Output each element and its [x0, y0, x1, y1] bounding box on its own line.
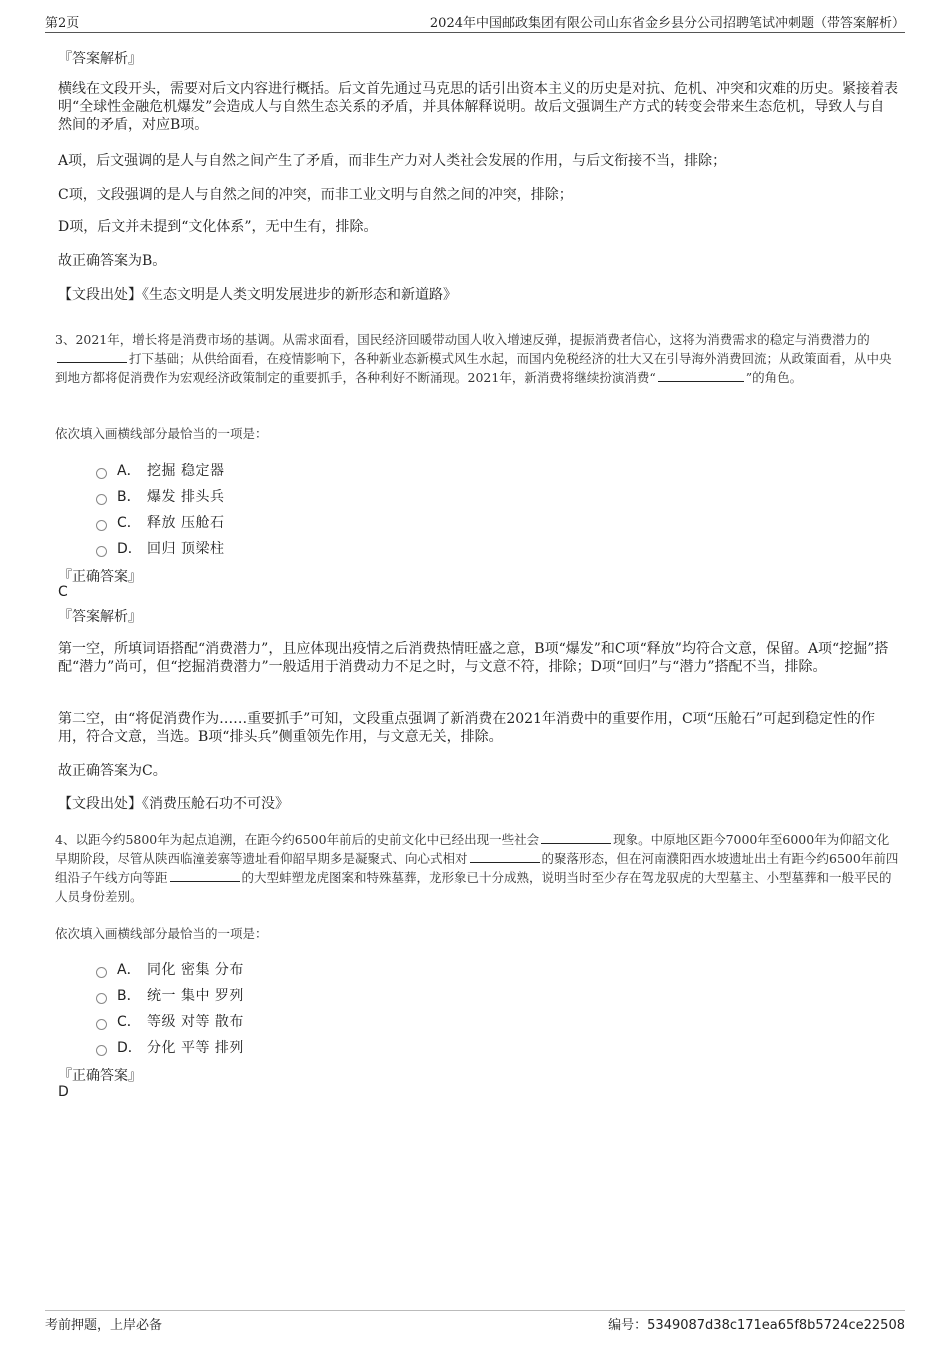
q3-prompt: 依次填入画横线部分最恰当的一项是： [55, 426, 268, 441]
option-letter: B． [117, 988, 141, 1004]
q3-option-d[interactable] [96, 538, 224, 558]
q3-blank-1 [57, 350, 127, 363]
q4-prompt: 依次填入画横线部分最恰当的一项是： [55, 926, 268, 941]
radio-icon[interactable] [96, 494, 107, 505]
q2-analysis-p2: A项，后文强调的是人与自然之间产生了矛盾，而非生产力对人类社会发展的作用，与后文衔接不当，排除； [58, 153, 727, 169]
q2-analysis-label: 『答案解析』 [58, 51, 142, 67]
q3-blank-2 [658, 369, 744, 382]
page-footer [45, 1310, 905, 1336]
q3-source: 【文段出处】《消费压舱石功不可没》 [58, 796, 289, 812]
q4-stem-part-d: 的大型蚌塑龙虎图案和特殊墓葬，龙形象已十分成熟，说明当时至少存在驾龙驭虎的大型墓主、小型墓葬和一般平民的人员身份差别。 [55, 870, 892, 904]
q3-stem-part-a: 3、2021年，增长将是消费市场的基调。从需求面看，国民经济回暖带动国人收入增速反弹，提振消费者信心，这将为消费需求的稳定与消费潜力的 [55, 332, 870, 347]
option-letter: A． [117, 463, 141, 479]
q3-analysis-label: 『答案解析』 [58, 609, 142, 625]
document-id-label: 编号： [608, 1318, 648, 1333]
q4-stem-part-a: 4、以距今约5800年为起点追溯，在距今约6500年前后的史前文化中已经出现一些社会 [55, 832, 540, 847]
footer-slogan: 考前押题，上岸必备 [45, 1318, 163, 1333]
page-number: 第2页 [45, 16, 80, 31]
q3-correct-answer: C [58, 584, 68, 600]
q3-stem-part-c: ”的角色。 [745, 370, 803, 385]
q4-option-c[interactable] [96, 1011, 244, 1031]
radio-icon[interactable] [96, 546, 107, 557]
radio-icon[interactable] [96, 1045, 107, 1056]
document-id [608, 1314, 905, 1336]
q2-analysis-p4: D项，后文并未提到“文化体系”，无中生有，排除。 [58, 219, 378, 235]
option-text: 分化 平等 排列 [147, 1040, 244, 1056]
option-text: 挖掘 稳定器 [147, 463, 225, 479]
q4-blank-2 [470, 850, 540, 863]
q4-blank-3 [170, 869, 240, 882]
q4-option-a[interactable] [96, 959, 244, 979]
q3-analysis-p1: 第一空，所填词语搭配“消费潜力”，且应体现出疫情之后消费热情旺盛之意，B项“爆发”和C项“释放”均符合文意，保留。A项“挖掘”搭配“潜力”尚可，但“挖掘消费潜力”一般适用于消费动力不足之时，与文意不符，排除；D项“回归”与“潜力”搭配不当，排除。 [58, 641, 889, 675]
option-text: 统一 集中 罗列 [147, 988, 244, 1004]
q2-source: 【文段出处】《生态文明是人类文明发展进步的新形态和新道路》 [58, 287, 457, 303]
page-header [45, 12, 905, 33]
q3-analysis-p2: 第二空，由“将促消费作为……重要抓手”可知，文段重点强调了新消费在2021年消费中的重要作用，C项“压舱石”可起到稳定性的作用，符合文意，当选。B项“排头兵”侧重领先作用，与文意无关，排除。 [58, 711, 875, 745]
option-letter: C． [117, 515, 141, 531]
q4-option-d[interactable] [96, 1037, 244, 1057]
option-letter: A． [117, 962, 141, 978]
option-letter: C． [117, 1014, 141, 1030]
q4-correct-answer: D [58, 1084, 69, 1100]
q3-option-c[interactable] [96, 512, 224, 532]
q3-conclusion: 故正确答案为C。 [58, 763, 167, 779]
q4-stem-part-c: 的聚落形态，但在河南濮阳西水坡遗址出土有距今约6500年前四组沿子午线方向等距 [55, 851, 899, 885]
option-letter: B． [117, 489, 141, 505]
option-text: 等级 对等 散布 [147, 1014, 244, 1030]
q3-option-a[interactable] [96, 460, 224, 480]
option-text: 释放 压舱石 [147, 515, 225, 531]
radio-icon[interactable] [96, 468, 107, 479]
q4-stem-part-b: 现象。中原地区距今7000年至6000年为仰韶文化早期阶段，尽管从陕西临潼姜寨等遗址看仰韶早期多是凝聚式、向心式相对 [55, 832, 890, 866]
radio-icon[interactable] [96, 520, 107, 531]
document-title: 2024年中国邮政集团有限公司山东省金乡县分公司招聘笔试冲刺题（带答案解析） [429, 16, 905, 31]
q3-stem [55, 330, 900, 387]
radio-icon[interactable] [96, 967, 107, 978]
option-text: 同化 密集 分布 [147, 962, 244, 978]
q4-blank-1 [541, 831, 611, 844]
option-text: 爆发 排头兵 [147, 489, 225, 505]
q2-conclusion: 故正确答案为B。 [58, 253, 167, 269]
q4-correct-label: 『正确答案』 [58, 1068, 142, 1084]
radio-icon[interactable] [96, 993, 107, 1004]
q3-option-b[interactable] [96, 486, 224, 506]
option-letter: D． [117, 541, 142, 557]
q2-analysis-p1: 横线在文段开头，需要对后文内容进行概括。后文首先通过马克思的话引出资本主义的历史是对抗、危机、冲突和灾难的历史。紧接着表明“全球性金融危机爆发”会造成人与自然生态关系的矛盾，并具体解释说明。故后文强调生产方式的转变会带来生态危机，导致人与自然间的矛盾，对应B项。 [58, 81, 898, 133]
q4-stem [55, 830, 900, 906]
radio-icon[interactable] [96, 1019, 107, 1030]
q3-stem-part-b: 打下基础；从供给面看，在疫情影响下，各种新业态新模式风生水起，而国内免税经济的壮大又在引导海外消费回流；从政策面看，从中央到地方都将促消费作为宏观经济政策制定的重要抓手，各种利好不断涌现。2021年，新消费将继续扮演消费“ [55, 351, 892, 385]
q3-correct-label: 『正确答案』 [58, 569, 142, 585]
option-letter: D． [117, 1040, 142, 1056]
option-text: 回归 顶梁柱 [147, 541, 225, 557]
document-id-value: 5349087d38c171ea65f8b5724ce22508 [647, 1318, 905, 1333]
q2-analysis-p3: C项，文段强调的是人与自然之间的冲突，而非工业文明与自然之间的冲突，排除； [58, 187, 573, 203]
q4-option-b[interactable] [96, 985, 244, 1005]
